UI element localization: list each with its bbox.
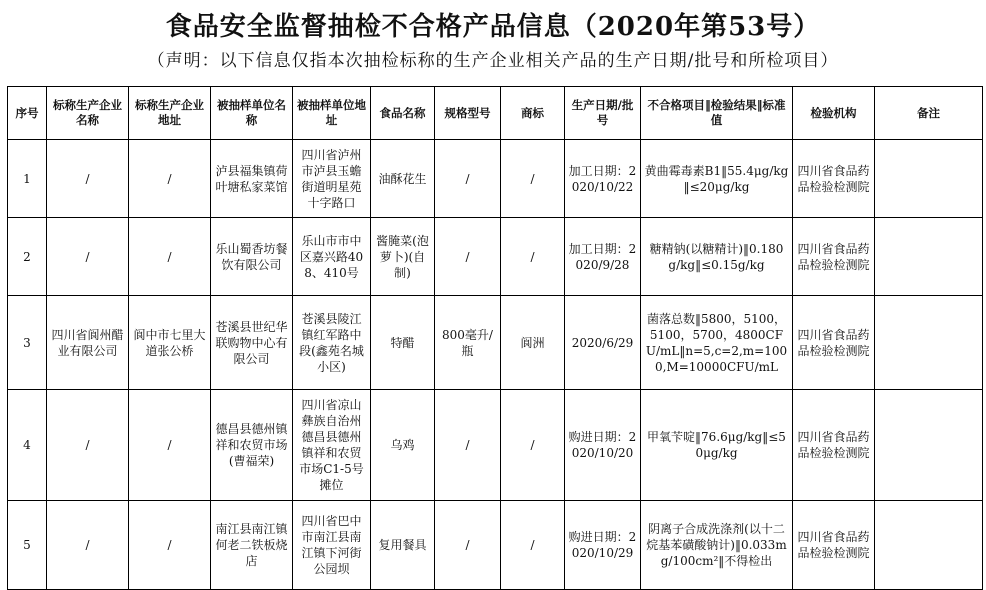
cell-mfr-name: / (47, 390, 129, 501)
col-header-food: 食品名称 (371, 87, 435, 140)
cell-date: 加工日期：2020/10/22 (565, 140, 641, 218)
col-header-sampled-name: 被抽样单位名称 (211, 87, 293, 140)
cell-spec: / (435, 501, 501, 590)
cell-mfr-addr: / (129, 140, 211, 218)
col-header-brand: 商标 (501, 87, 565, 140)
col-header-no: 序号 (8, 87, 47, 140)
cell-sampled-name: 德昌县德州镇祥和农贸市场(曹福荣) (211, 390, 293, 501)
cell-result: 黄曲霉毒素B1‖55.4μg/kg‖≤20μg/kg (641, 140, 793, 218)
table-row (8, 296, 983, 390)
col-header-lab: 检验机构 (793, 87, 875, 140)
cell-result: 糖精钠(以糖精计)‖0.180g/kg‖≤0.15g/kg (641, 218, 793, 296)
table-row (8, 501, 983, 590)
cell-sampled-addr: 四川省凉山彝族自治州德昌县德州镇祥和农贸市场C1-5号摊位 (293, 390, 371, 501)
col-header-note: 备注 (875, 87, 983, 140)
cell-mfr-addr: / (129, 218, 211, 296)
results-table (7, 86, 983, 590)
col-header-mfr-name: 标称生产企业名称 (47, 87, 129, 140)
page-subtitle: （声明：以下信息仅指本次抽检标称的生产企业相关产品的生产日期/批号和所检项目） (147, 51, 839, 71)
cell-sampled-name: 乐山蜀香坊餐饮有限公司 (211, 218, 293, 296)
cell-no: 2 (8, 218, 47, 296)
page-title: 食品安全监督抽检不合格产品信息（2020年第53号） (165, 12, 821, 42)
col-header-date: 生产日期/批号 (565, 87, 641, 140)
cell-result: 菌落总数‖5800，5100，5100，5700，4800CFU/mL‖n=5,c=2,m=1000,M=10000CFU/mL (641, 296, 793, 390)
cell-date: 购进日期：2020/10/20 (565, 390, 641, 501)
cell-note (875, 140, 983, 218)
cell-note (875, 218, 983, 296)
cell-brand: / (501, 218, 565, 296)
cell-lab: 四川省食品药品检验检测院 (793, 501, 875, 590)
cell-date: 2020/6/29 (565, 296, 641, 390)
cell-food: 复用餐具 (371, 501, 435, 590)
cell-lab: 四川省食品药品检验检测院 (793, 140, 875, 218)
table-row (8, 140, 983, 218)
col-header-mfr-addr: 标称生产企业地址 (129, 87, 211, 140)
cell-sampled-name: 泸县福集镇荷叶塘私家菜馆 (211, 140, 293, 218)
cell-mfr-addr: / (129, 501, 211, 590)
cell-mfr-name: / (47, 140, 129, 218)
cell-sampled-name: 南江县南江镇何老二铁板烧店 (211, 501, 293, 590)
table-row (8, 218, 983, 296)
cell-mfr-name: / (47, 501, 129, 590)
cell-note (875, 296, 983, 390)
cell-mfr-addr: 阆中市七里大道张公桥 (129, 296, 211, 390)
col-header-result: 不合格项目‖检验结果‖标准值 (641, 87, 793, 140)
cell-no: 5 (8, 501, 47, 590)
cell-spec: / (435, 140, 501, 218)
col-header-spec: 规格型号 (435, 87, 501, 140)
cell-food: 油酥花生 (371, 140, 435, 218)
cell-no: 3 (8, 296, 47, 390)
cell-food: 酱腌菜(泡萝卜)(自制) (371, 218, 435, 296)
cell-sampled-addr: 苍溪县陵江镇红军路中段(鑫苑名城小区) (293, 296, 371, 390)
cell-brand: / (501, 501, 565, 590)
cell-no: 1 (8, 140, 47, 218)
cell-sampled-addr: 四川省泸州市泸县玉蟾街道明星苑十字路口 (293, 140, 371, 218)
cell-spec: / (435, 218, 501, 296)
cell-lab: 四川省食品药品检验检测院 (793, 296, 875, 390)
cell-food: 乌鸡 (371, 390, 435, 501)
cell-note (875, 501, 983, 590)
cell-lab: 四川省食品药品检验检测院 (793, 218, 875, 296)
table-header-row (8, 87, 983, 140)
cell-no: 4 (8, 390, 47, 501)
cell-brand: 阆洲 (501, 296, 565, 390)
table-row (8, 390, 983, 501)
cell-mfr-addr: / (129, 390, 211, 501)
cell-sampled-name: 苍溪县世纪华联购物中心有限公司 (211, 296, 293, 390)
cell-food: 特醋 (371, 296, 435, 390)
cell-mfr-name: 四川省阆州醋业有限公司 (47, 296, 129, 390)
cell-lab: 四川省食品药品检验检测院 (793, 390, 875, 501)
cell-date: 购进日期：2020/10/29 (565, 501, 641, 590)
cell-spec: / (435, 390, 501, 501)
cell-spec: 800毫升/瓶 (435, 296, 501, 390)
cell-mfr-name: / (47, 218, 129, 296)
cell-result: 阴离子合成洗涤剂(以十二烷基苯磺酸钠计)‖0.033mg/100cm²‖不得检出 (641, 501, 793, 590)
cell-date: 加工日期：2020/9/28 (565, 218, 641, 296)
cell-result: 甲氧苄啶‖76.6μg/kg‖≤50μg/kg (641, 390, 793, 501)
cell-sampled-addr: 四川省巴中市南江县南江镇下河街公园坝 (293, 501, 371, 590)
cell-brand: / (501, 390, 565, 501)
cell-brand: / (501, 140, 565, 218)
col-header-sampled-addr: 被抽样单位地址 (293, 87, 371, 140)
cell-note (875, 390, 983, 501)
cell-sampled-addr: 乐山市市中区嘉兴路408、410号 (293, 218, 371, 296)
